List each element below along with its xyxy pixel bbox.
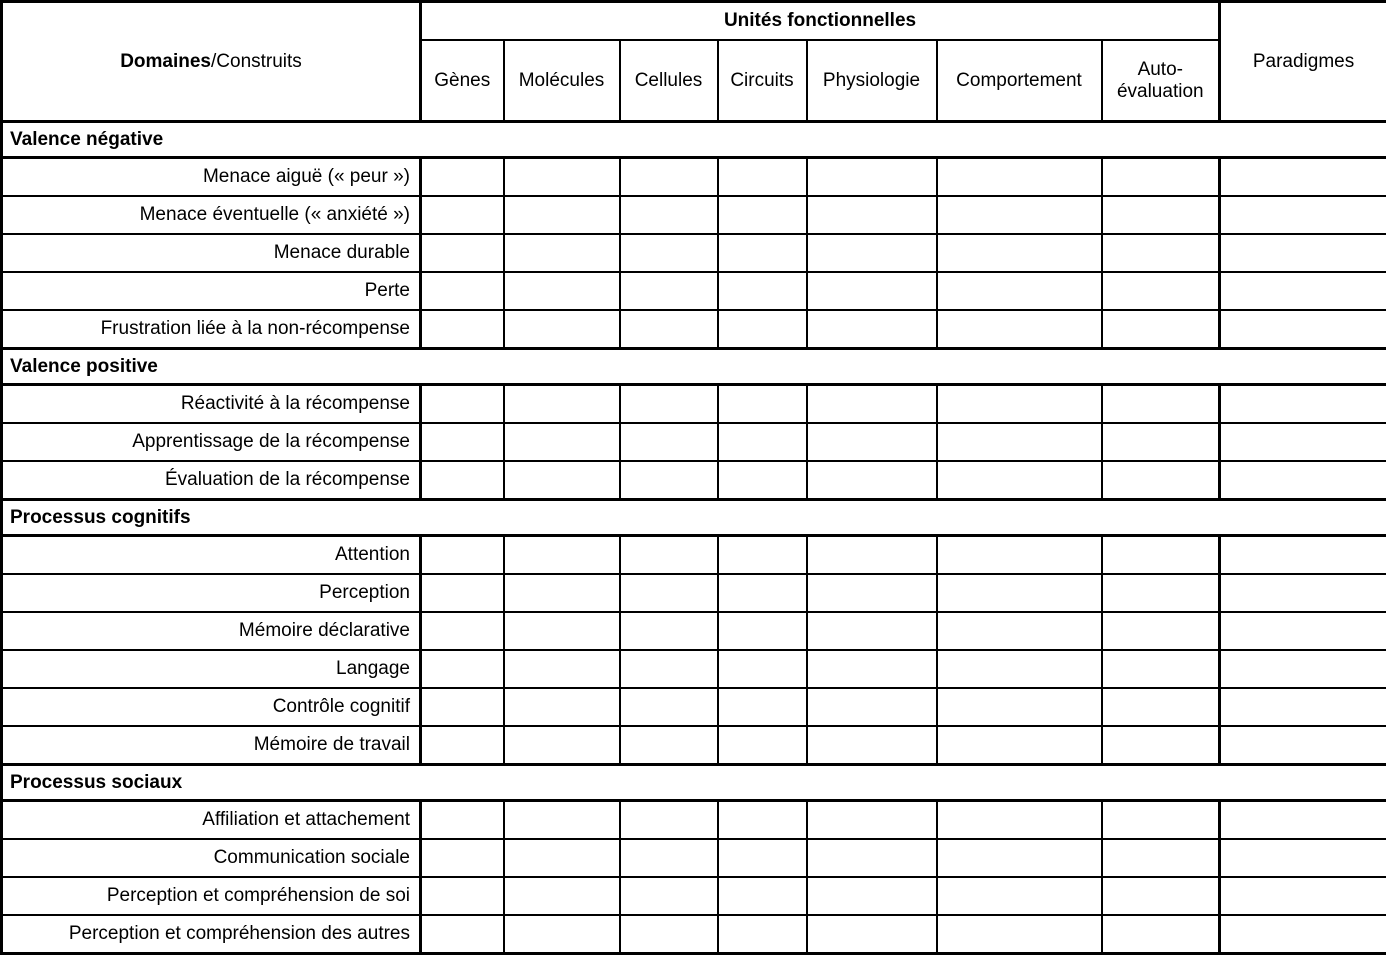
cell-unit-6[interactable] — [937, 196, 1102, 234]
header-unit-3: Cellules — [620, 40, 718, 122]
cell-unit-5[interactable] — [807, 650, 937, 688]
table-row — [2, 726, 1386, 765]
cell-unit-1[interactable] — [421, 158, 504, 197]
header-unit-5: Physiologie — [807, 40, 937, 122]
cell-paradigm[interactable] — [1220, 688, 1386, 726]
cell-unit-1[interactable] — [421, 196, 504, 234]
cell-unit-5[interactable] — [807, 196, 937, 234]
table-row — [2, 801, 1386, 840]
cell-unit-1[interactable] — [421, 423, 504, 461]
cell-unit-3[interactable] — [620, 877, 718, 915]
cell-unit-7[interactable] — [1102, 877, 1220, 915]
header-domains-constructs — [2, 2, 421, 122]
cell-unit-6[interactable] — [937, 423, 1102, 461]
cell-paradigm[interactable] — [1220, 536, 1386, 575]
construct-label: Menace éventuelle (« anxiété ») — [2, 196, 421, 234]
cell-unit-7[interactable] — [1102, 234, 1220, 272]
cell-unit-4[interactable] — [718, 688, 807, 726]
cell-unit-3[interactable] — [620, 385, 718, 424]
domain-label: Valence négative — [2, 122, 1386, 158]
cell-unit-2[interactable] — [504, 726, 620, 765]
cell-unit-5[interactable] — [807, 877, 937, 915]
cell-paradigm[interactable] — [1220, 423, 1386, 461]
table-row — [2, 536, 1386, 575]
cell-unit-5[interactable] — [807, 423, 937, 461]
table-row — [2, 839, 1386, 877]
header-unit-2: Molécules — [504, 40, 620, 122]
cell-unit-3[interactable] — [620, 272, 718, 310]
cell-unit-5[interactable] — [807, 688, 937, 726]
cell-unit-3[interactable] — [620, 196, 718, 234]
construct-label: Affiliation et attachement — [2, 801, 421, 840]
cell-unit-1[interactable] — [421, 536, 504, 575]
table-row — [2, 915, 1386, 954]
header-domains-bold: Domaines — [120, 51, 211, 72]
cell-unit-7[interactable] — [1102, 915, 1220, 954]
cell-paradigm[interactable] — [1220, 877, 1386, 915]
construct-label: Perception et compréhension de soi — [2, 877, 421, 915]
cell-unit-4[interactable] — [718, 196, 807, 234]
construct-label: Apprentissage de la récompense — [2, 423, 421, 461]
domain-row — [2, 765, 1386, 801]
cell-unit-2[interactable] — [504, 196, 620, 234]
cell-unit-5[interactable] — [807, 461, 937, 500]
domain-row — [2, 122, 1386, 158]
construct-label: Langage — [2, 650, 421, 688]
domain-label: Valence positive — [2, 349, 1386, 385]
cell-unit-5[interactable] — [807, 915, 937, 954]
cell-unit-5[interactable] — [807, 310, 937, 349]
cell-paradigm[interactable] — [1220, 839, 1386, 877]
header-unit-6: Comportement — [937, 40, 1102, 122]
table-header — [2, 2, 1386, 122]
cell-unit-3[interactable] — [620, 650, 718, 688]
construct-label: Réactivité à la récompense — [2, 385, 421, 424]
cell-unit-2[interactable] — [504, 650, 620, 688]
cell-unit-6[interactable] — [937, 272, 1102, 310]
cell-unit-4[interactable] — [718, 726, 807, 765]
domain-row — [2, 500, 1386, 536]
cell-unit-6[interactable] — [937, 688, 1102, 726]
cell-unit-1[interactable] — [421, 612, 504, 650]
construct-label: Communication sociale — [2, 839, 421, 877]
construct-label: Menace durable — [2, 234, 421, 272]
cell-unit-2[interactable] — [504, 461, 620, 500]
header-unit-1: Gènes — [421, 40, 504, 122]
cell-unit-1[interactable] — [421, 461, 504, 500]
cell-unit-5[interactable] — [807, 272, 937, 310]
cell-paradigm[interactable] — [1220, 234, 1386, 272]
cell-unit-5[interactable] — [807, 234, 937, 272]
cell-unit-2[interactable] — [504, 801, 620, 840]
cell-unit-1[interactable] — [421, 688, 504, 726]
cell-paradigm[interactable] — [1220, 385, 1386, 424]
cell-unit-1[interactable] — [421, 877, 504, 915]
cell-unit-3[interactable] — [620, 612, 718, 650]
cell-unit-1[interactable] — [421, 839, 504, 877]
cell-unit-5[interactable] — [807, 385, 937, 424]
cell-unit-1[interactable] — [421, 650, 504, 688]
cell-unit-1[interactable] — [421, 726, 504, 765]
cell-unit-3[interactable] — [620, 310, 718, 349]
cell-unit-7[interactable] — [1102, 423, 1220, 461]
cell-unit-7[interactable] — [1102, 726, 1220, 765]
cell-unit-1[interactable] — [421, 310, 504, 349]
cell-unit-5[interactable] — [807, 801, 937, 840]
cell-unit-6[interactable] — [937, 310, 1102, 349]
cell-unit-7[interactable] — [1102, 158, 1220, 197]
construct-label: Perception et compréhension des autres — [2, 915, 421, 954]
cell-unit-2[interactable] — [504, 612, 620, 650]
cell-unit-7[interactable] — [1102, 612, 1220, 650]
cell-unit-7[interactable] — [1102, 461, 1220, 500]
cell-unit-6[interactable] — [937, 877, 1102, 915]
construct-label: Perte — [2, 272, 421, 310]
table-row — [2, 272, 1386, 310]
table-row — [2, 574, 1386, 612]
cell-unit-4[interactable] — [718, 234, 807, 272]
table-row — [2, 650, 1386, 688]
construct-label: Menace aiguë (« peur ») — [2, 158, 421, 197]
cell-unit-2[interactable] — [504, 158, 620, 197]
cell-unit-4[interactable] — [718, 915, 807, 954]
cell-unit-2[interactable] — [504, 310, 620, 349]
cell-paradigm[interactable] — [1220, 574, 1386, 612]
cell-unit-7[interactable] — [1102, 536, 1220, 575]
cell-unit-6[interactable] — [937, 234, 1102, 272]
cell-paradigm[interactable] — [1220, 461, 1386, 500]
header-paradigms: Paradigmes — [1220, 2, 1386, 122]
cell-unit-6[interactable] — [937, 839, 1102, 877]
table-row — [2, 196, 1386, 234]
cell-paradigm[interactable] — [1220, 158, 1386, 197]
header-constructs-rest: /Construits — [211, 51, 302, 72]
cell-unit-1[interactable] — [421, 234, 504, 272]
cell-unit-2[interactable] — [504, 234, 620, 272]
table-row — [2, 461, 1386, 500]
cell-unit-7[interactable] — [1102, 196, 1220, 234]
construct-label: Mémoire de travail — [2, 726, 421, 765]
cell-unit-1[interactable] — [421, 574, 504, 612]
table-row — [2, 688, 1386, 726]
cell-paradigm[interactable] — [1220, 310, 1386, 349]
table-row — [2, 423, 1386, 461]
cell-unit-6[interactable] — [937, 158, 1102, 197]
cell-unit-3[interactable] — [620, 536, 718, 575]
construct-label: Évaluation de la récompense — [2, 461, 421, 500]
cell-unit-2[interactable] — [504, 536, 620, 575]
cell-unit-4[interactable] — [718, 612, 807, 650]
cell-unit-5[interactable] — [807, 158, 937, 197]
construct-label: Frustration liée à la non-récompense — [2, 310, 421, 349]
cell-unit-4[interactable] — [718, 877, 807, 915]
cell-unit-6[interactable] — [937, 574, 1102, 612]
cell-paradigm[interactable] — [1220, 801, 1386, 840]
cell-unit-2[interactable] — [504, 574, 620, 612]
cell-unit-7[interactable] — [1102, 310, 1220, 349]
cell-unit-3[interactable] — [620, 423, 718, 461]
cell-unit-4[interactable] — [718, 574, 807, 612]
cell-unit-2[interactable] — [504, 272, 620, 310]
cell-unit-6[interactable] — [937, 801, 1102, 840]
cell-unit-5[interactable] — [807, 612, 937, 650]
cell-unit-4[interactable] — [718, 385, 807, 424]
cell-unit-7[interactable] — [1102, 688, 1220, 726]
cell-unit-2[interactable] — [504, 839, 620, 877]
cell-unit-4[interactable] — [718, 650, 807, 688]
cell-paradigm[interactable] — [1220, 272, 1386, 310]
cell-unit-7[interactable] — [1102, 839, 1220, 877]
cell-unit-5[interactable] — [807, 574, 937, 612]
cell-unit-7[interactable] — [1102, 801, 1220, 840]
cell-paradigm[interactable] — [1220, 612, 1386, 650]
construct-label: Mémoire déclarative — [2, 612, 421, 650]
cell-paradigm[interactable] — [1220, 915, 1386, 954]
table-row — [2, 612, 1386, 650]
cell-unit-6[interactable] — [937, 726, 1102, 765]
header-unit-7: Auto-évaluation — [1102, 40, 1220, 122]
table-row — [2, 158, 1386, 197]
domain-label: Processus cognitifs — [2, 500, 1386, 536]
cell-paradigm[interactable] — [1220, 726, 1386, 765]
cell-unit-3[interactable] — [620, 839, 718, 877]
table-row — [2, 310, 1386, 349]
cell-unit-5[interactable] — [807, 726, 937, 765]
cell-unit-4[interactable] — [718, 839, 807, 877]
cell-unit-1[interactable] — [421, 272, 504, 310]
table-row — [2, 385, 1386, 424]
cell-unit-3[interactable] — [620, 915, 718, 954]
table-row — [2, 877, 1386, 915]
cell-unit-4[interactable] — [718, 158, 807, 197]
cell-unit-2[interactable] — [504, 915, 620, 954]
cell-unit-7[interactable] — [1102, 272, 1220, 310]
domain-row — [2, 349, 1386, 385]
cell-unit-6[interactable] — [937, 612, 1102, 650]
cell-unit-7[interactable] — [1102, 385, 1220, 424]
cell-unit-1[interactable] — [421, 801, 504, 840]
header-unit-4: Circuits — [718, 40, 807, 122]
cell-unit-5[interactable] — [807, 536, 937, 575]
cell-paradigm[interactable] — [1220, 650, 1386, 688]
cell-unit-6[interactable] — [937, 650, 1102, 688]
cell-unit-3[interactable] — [620, 461, 718, 500]
cell-unit-3[interactable] — [620, 801, 718, 840]
header-row-top — [2, 2, 1386, 41]
cell-unit-1[interactable] — [421, 915, 504, 954]
construct-label: Attention — [2, 536, 421, 575]
cell-unit-7[interactable] — [1102, 650, 1220, 688]
cell-unit-1[interactable] — [421, 385, 504, 424]
cell-unit-3[interactable] — [620, 726, 718, 765]
cell-unit-2[interactable] — [504, 385, 620, 424]
cell-unit-3[interactable] — [620, 158, 718, 197]
cell-unit-2[interactable] — [504, 877, 620, 915]
cell-unit-6[interactable] — [937, 536, 1102, 575]
cell-unit-6[interactable] — [937, 461, 1102, 500]
domain-label: Processus sociaux — [2, 765, 1386, 801]
cell-unit-3[interactable] — [620, 688, 718, 726]
cell-unit-7[interactable] — [1102, 574, 1220, 612]
cell-paradigm[interactable] — [1220, 196, 1386, 234]
cell-unit-4[interactable] — [718, 423, 807, 461]
cell-unit-2[interactable] — [504, 688, 620, 726]
cell-unit-4[interactable] — [718, 801, 807, 840]
cell-unit-4[interactable] — [718, 310, 807, 349]
header-functional-units-group: Unités fonctionnelles — [421, 2, 1220, 41]
cell-unit-3[interactable] — [620, 234, 718, 272]
construct-label: Perception — [2, 574, 421, 612]
cell-unit-6[interactable] — [937, 915, 1102, 954]
cell-unit-4[interactable] — [718, 536, 807, 575]
table-row — [2, 234, 1386, 272]
cell-unit-4[interactable] — [718, 272, 807, 310]
cell-unit-5[interactable] — [807, 839, 937, 877]
table-body — [2, 122, 1386, 954]
cell-unit-2[interactable] — [504, 423, 620, 461]
cell-unit-4[interactable] — [718, 461, 807, 500]
cell-unit-3[interactable] — [620, 574, 718, 612]
cell-unit-6[interactable] — [937, 385, 1102, 424]
construct-label: Contrôle cognitif — [2, 688, 421, 726]
